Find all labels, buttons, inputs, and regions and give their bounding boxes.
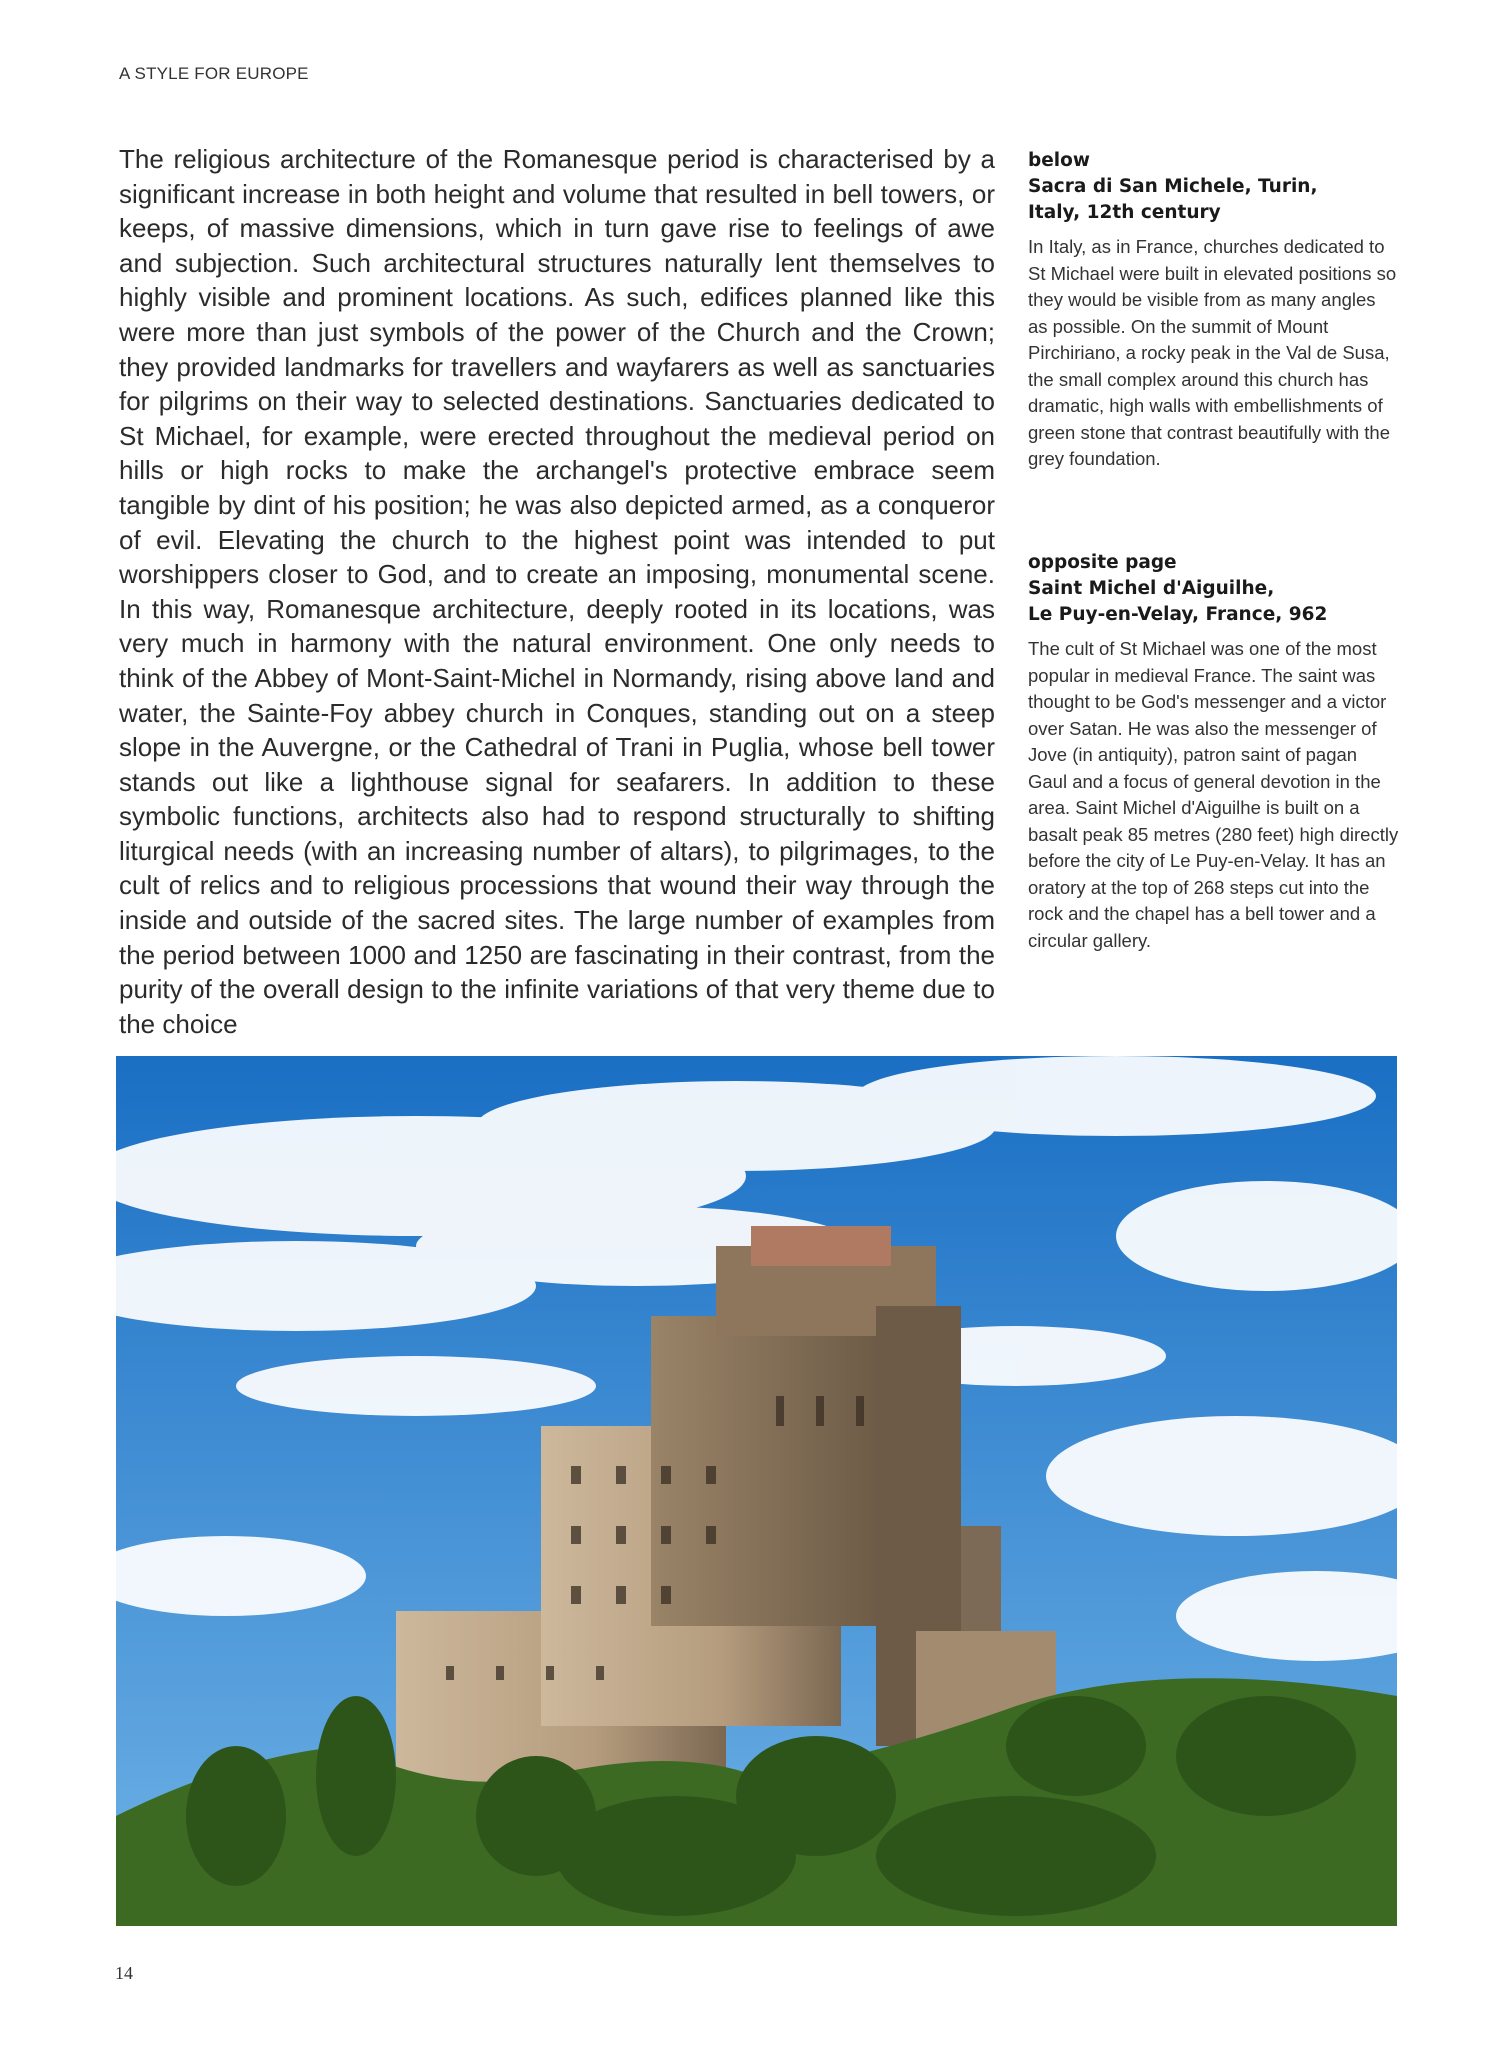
caption-body: The cult of St Michael was one of the most popular in medieval France. The saint was thought to be God's messenger and a victor over Satan. He was also the messenger of Jove (in antiquity), patron saint of pagan Gaul and a focus of general devotion in the area. Saint Michel d'Aiguilhe is built on a basalt peak 85 metres (280 feet) high directly before the city of Le Puy-en-Velay. It has an oratory at the top of 268 steps cut into the rock and the chapel has a bell tower and a circular gallery. xyxy=(1028,638,1399,951)
running-header: A STYLE FOR EUROPE xyxy=(119,64,309,83)
sacra-di-san-michele-photo xyxy=(116,1056,1397,1926)
caption-saint-michel-daiguilhe xyxy=(1028,550,1400,954)
caption-title-line: Le Puy-en-Velay, France, 962 xyxy=(1028,604,1328,625)
main-body-text: The religious architecture of the Romanesque period is characterised by a significant increase in both height and volume that resulted in bell towers, or keeps, of massive dimensions, which in turn gave rise to feelings of awe and subjection. Such architectural structures naturally lent themselves to highly visible and prominent locations. As such, edifices planned like this were more than just symbols of the power of the Church and the Crown; they provided landmarks for travellers and wayfarers as well as sanctuaries for pilgrims on their way to selected destinations. Sanctuaries dedicated to St Michael, for example, were erected throughout the medieval period on hills or high rocks to make the archangel's protective embrace seem tangible by dint of his position; he was also depicted armed, as a conqueror of evil. Elevating the church to the highest point was intended to put worshippers closer to God, and to create an imposing, monumental scene. In this way, Romanesque architecture, deeply rooted in its locations, was very much in harmony with the natural environment. One only needs to think of the Abbey of Mont-Saint-Michel in Normandy, rising above land and water, the Sainte-Foy abbey church in Conques, standing out on a steep slope in the Auvergne, or the Cathedral of Trani in Puglia, whose bell tower stands out like a lighthouse signal for seafarers. In addition to these symbolic functions, architects also had to respond structurally to shifting liturgical needs (with an increasing number of altars), to pilgrimages, to the cult of relics and to religious processions that wound their way through the inside and outside of the sacred sites. The large number of examples from the period between 1000 and 1250 are fascinating in their contrast, from the purity of the overall design to the infinite variations of that very theme due to the choice xyxy=(119,144,995,1039)
caption-label: opposite page xyxy=(1028,552,1177,573)
caption-title-line: Saint Michel d'Aiguilhe, xyxy=(1028,578,1275,599)
caption-title-line: Sacra di San Michele, Turin, xyxy=(1028,176,1318,197)
caption-label: below xyxy=(1028,150,1090,171)
page-number: 14 xyxy=(115,1963,133,1983)
caption-title-line: Italy, 12th century xyxy=(1028,202,1221,223)
caption-body: In Italy, as in France, churches dedicated to St Michael were built in elevated positions so they would be visible from as many angles as possible. On the summit of Mount Pirchiriano, a rocky peak in the Val de Susa, the small complex around this church has dramatic, high walls with embellishments of green stone that contrast beautifully with the grey foundation. xyxy=(1028,236,1397,469)
caption-sacra-di-san-michele xyxy=(1028,148,1400,473)
